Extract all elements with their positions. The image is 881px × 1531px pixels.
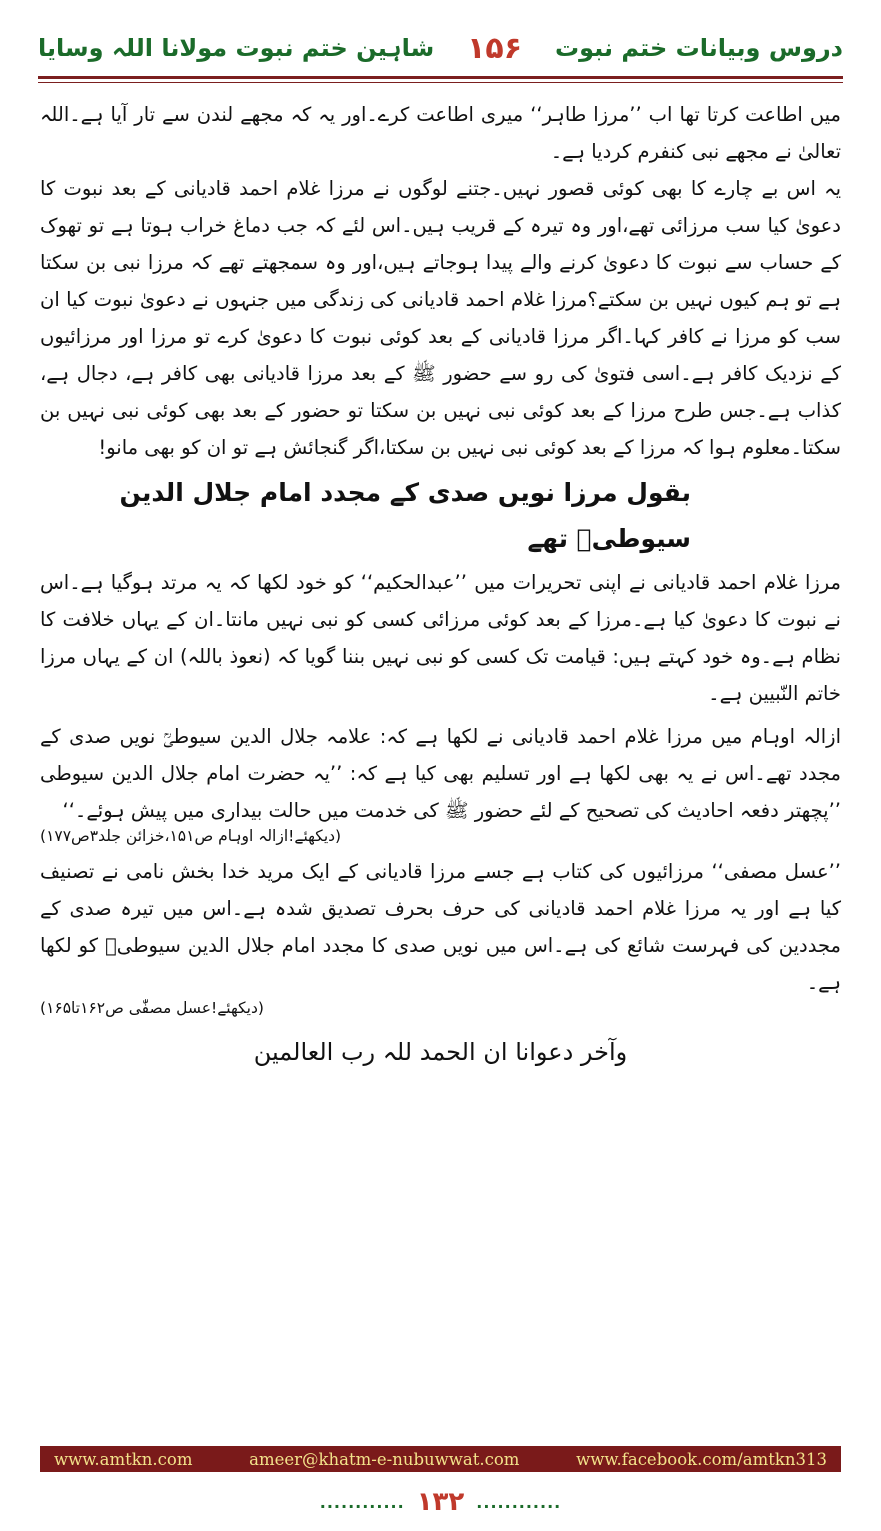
dots-right: ............ — [476, 1492, 562, 1512]
paragraph-5: ’’عسل مصفی‘‘ مرزائیوں کی کتاب ہے جسے مرزا قادیانی کے ایک مرید خدا بخش نامی نے تصنیف کیا ہے اور یہ مرزا غلام احمد قادیانی کی حرف بحرف تصدیق شدہ ہے۔اس میں تیرہ صدی کے مجددین کی فہرست شائع کی ہے۔اس میں نویں صدی کا مجدد امام جلال الدین سیوطیؒ کو لکھا ہے۔ — [40, 860, 841, 994]
footer-page-number-row — [0, 1482, 881, 1522]
reference-citation-2: (دیکھئے!عسل مصفّٰی ص۱۶۲تا۱۶۵) — [40, 999, 264, 1017]
reference-citation-1: (دیکھئے!ازالہ اوہام ص۱۵۱،خزائن جلد۳ص۱۷۷) — [40, 827, 342, 845]
page-body — [40, 96, 841, 1075]
header-author: شاہین ختم نبوت مولانا اللہ وسایا — [38, 34, 435, 62]
header-book-title: دروس وبیانات ختم نبوت — [555, 34, 843, 62]
section-heading: بقول مرزا نویں صدی کے مجدد امام جلال الدین سیوطیؒ تھے — [119, 478, 691, 553]
footer-links-bar — [40, 1446, 841, 1472]
paragraph-1: میں اطاعت کرتا تھا اب ’’مرزا طاہر‘‘ میری اطاعت کرے۔اور یہ کہ مجھے لندن سے تار آیا ہے۔اللہ تعالیٰ نے مجھے نبی کنفرم کردیا ہے۔ — [40, 103, 841, 163]
paragraph-4: ازالہ اوہام میں مرزا غلام احمد قادیانی نے لکھا ہے کہ: علامہ جلال الدین سیوطیؒ نویں صدی کے مجدد تھے۔اس نے یہ بھی لکھا ہے اور تسلیم بھی کیا ہے کہ: ’’یہ حضرت امام جلال الدین سیوطی ’’پچھتر دفعہ احادیث کی تصحیح کے لئے حضور ﷺ کی خدمت میں حالت بیداری میں پیش ہوئے۔‘‘ — [40, 725, 841, 822]
header-page-number: ۱۵۶ — [467, 30, 523, 66]
email-link[interactable]: ameer@khatm-e-nubuwwat.com — [249, 1449, 520, 1469]
paragraph-2: یہ اس بے چارے کا بھی کوئی قصور نہیں۔جتنے لوگوں نے مرزا غلام احمد قادیانی کے بعد نبوت کا دعویٰ کیا سب مرزائی تھے،اور وہ تیرہ کے قریب ہیں۔اس لئے کہ جب دماغ خراب ہوتا ہے تو تھوک کے حساب سے نبوت کا دعویٰ کرنے والے پیدا ہوجاتے ہیں،اور وہ سمجھتے تھے کہ مرزا نبی بن سکتا ہے تو ہم کیوں نہیں بن سکتے؟مرزا غلام احمد قادیانی کی زندگی میں جنہوں نے دعویٰ نبوت کیا ان سب کو مرزا نے کافر کہا۔اگر مرزا قادیانی کے بعد کوئی نبوت کا دعویٰ کرے تو مرزا اور مرزائیوں کے نزدیک کافر ہے۔اسی فتویٰ کی رو سے حضور ﷺ کے بعد مرزا قادیانی بھی کافر ہے، دجال ہے، کذاب ہے۔جس طرح مرزا کے بعد کوئی نبی نہیں بن سکتا تو حضور کے بعد بھی کوئی نبی نہیں بن سکتا۔معلوم ہوا کہ مرزا کے بعد کوئی نبی نہیں بن سکتا،اگر گنجائش ہے تو ان کو بھی مانو! — [40, 177, 841, 459]
dots-left: ............ — [319, 1492, 405, 1512]
header-divider — [38, 76, 843, 79]
facebook-link[interactable]: www.facebook.com/amtkn313 — [576, 1449, 827, 1469]
header-divider-thin — [38, 82, 843, 83]
paragraph-3: مرزا غلام احمد قادیانی نے اپنی تحریرات میں ’’عبدالحکیم‘‘ کو خود لکھا کہ یہ مرتد ہوگیا ہے۔اس نے نبوت کا دعویٰ کیا ہے۔مرزا کے بعد کوئی مرزائی کسی کو نبی نہیں مانتا۔ان کے یہاں خلافت کا نظام ہے۔وہ خود کہتے ہیں: قیامت تک کسی کو نبی نہیں بننا گویا کہ (نعوذ باللہ) ان کے یہاں مرزا خاتم النّبیین ہے۔ — [40, 571, 841, 705]
closing-prayer: وآخر دعوانا ان الحمد للہ رب العالمین — [253, 1038, 628, 1066]
website-link[interactable]: www.amtkn.com — [54, 1449, 193, 1469]
footer-page-number: ۱۳۲ — [416, 1487, 465, 1517]
page-header — [38, 22, 843, 74]
